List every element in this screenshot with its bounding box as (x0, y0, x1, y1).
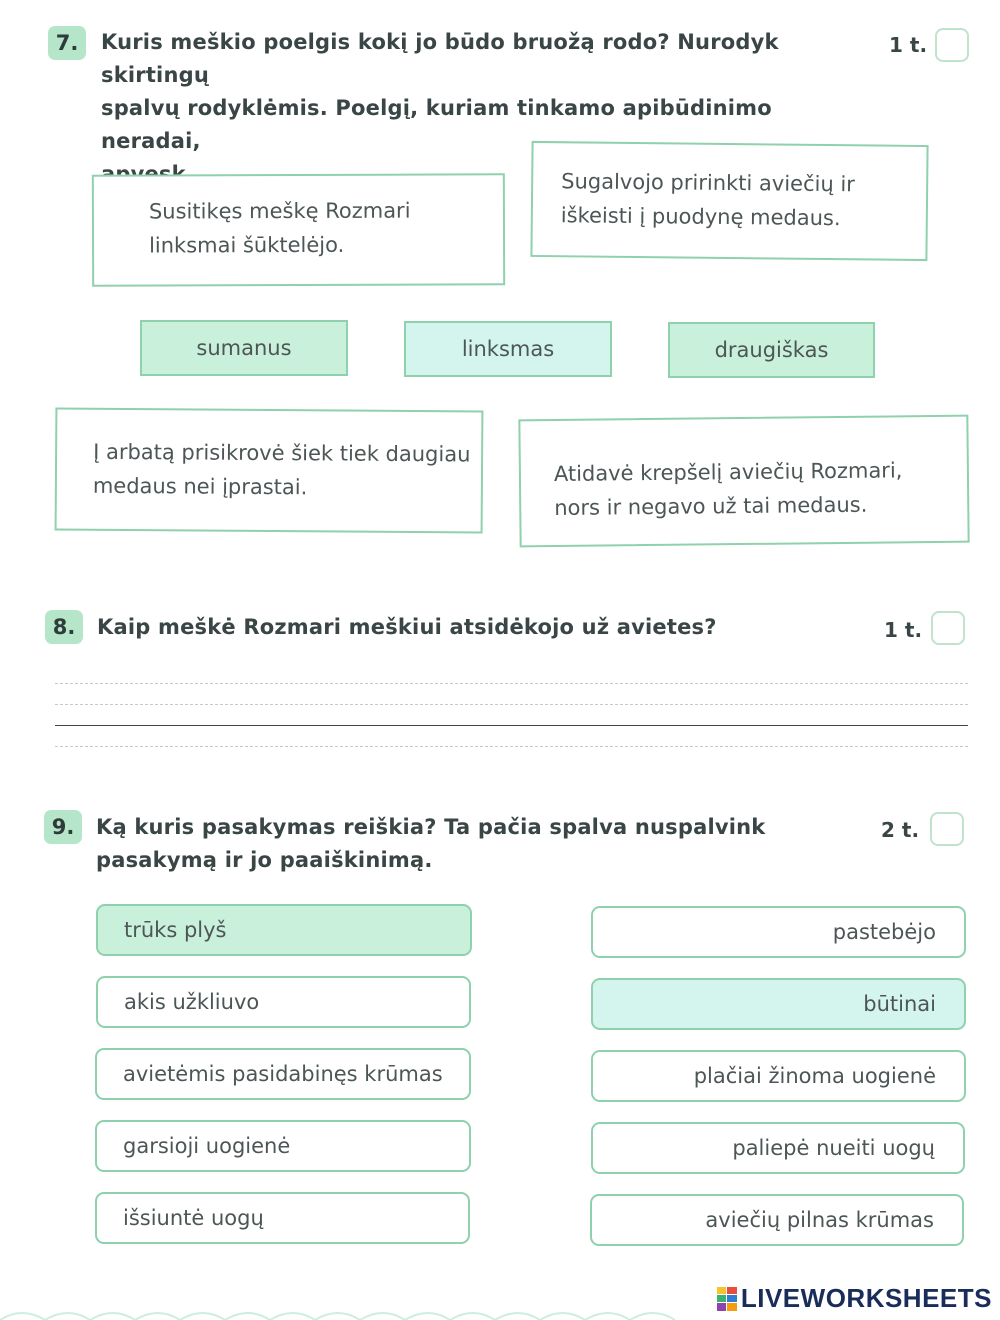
meaning-item[interactable]: aviečių pilnas krūmas (590, 1194, 964, 1246)
question-9-line-1: Ką kuris pasakymas reiškia? Ta pačia spalva nuspalvink (96, 815, 766, 839)
question-9-text (96, 811, 856, 877)
action-card-4[interactable] (518, 415, 969, 548)
brand-watermark (717, 1283, 992, 1314)
action-card-4-line-1: Atidavė krepšelį aviečių Rozmari, (553, 458, 903, 486)
meaning-item[interactable]: pastebėjo (591, 906, 966, 958)
question-7-line-2: spalvų rodyklėmis. Poelgį, kuriam tinkamo apibūdinimo neradai, (101, 96, 772, 153)
question-7-number: 7. (48, 26, 86, 60)
answer-line-1 (55, 683, 968, 684)
phrase-item[interactable]: akis užkliuvo (96, 976, 471, 1028)
trait-sumanus[interactable]: sumanus (140, 320, 348, 376)
question-7-points: 1 t. (889, 33, 928, 57)
action-card-4-line-2: nors ir negavo už tai medaus. (554, 492, 868, 520)
question-8-number: 8. (45, 610, 83, 644)
action-card-2-line-2: iškeisti į puodynę medaus. (560, 203, 841, 231)
trait-linksmas[interactable]: linksmas (404, 321, 612, 377)
phrase-item[interactable]: išsiuntė uogų (95, 1192, 470, 1244)
meaning-item[interactable]: būtinai (591, 978, 966, 1030)
phrase-item[interactable]: trūks plyš (96, 904, 472, 956)
action-card-2-line-1: Sugalvojo pririnkti aviečių ir (561, 169, 855, 197)
phrase-item[interactable]: garsioji uogienė (95, 1120, 471, 1172)
action-card-3-line-1: Į arbatą prisikrovė šiek tiek daugiau (93, 439, 471, 467)
action-card-2[interactable] (530, 141, 928, 261)
phrase-item[interactable]: avietėmis pasidabinęs krūmas (95, 1048, 471, 1100)
trait-draugiskas[interactable]: draugiškas (668, 322, 875, 378)
answer-line-2 (55, 704, 968, 705)
action-card-1[interactable] (92, 173, 505, 286)
question-7-line-1: Kuris meškio poelgis kokį jo būdo bruožą rodo? Nurodyk skirtingų (101, 30, 779, 87)
decorative-wave (0, 1306, 690, 1320)
brand-logo-icon (717, 1287, 737, 1311)
brand-text: LIVEWORKSHEETS (740, 1283, 992, 1313)
question-9-score-box[interactable] (930, 812, 964, 846)
meaning-item[interactable]: plačiai žinoma uogienė (591, 1050, 966, 1102)
question-9-line-2: pasakymą ir jo paaiškinimą. (96, 848, 433, 872)
question-9-points: 2 t. (881, 818, 920, 842)
question-8-text: Kaip meškė Rozmari meškiui atsidėkojo už avietes? (97, 615, 717, 639)
question-7-score-box[interactable] (935, 28, 969, 62)
meaning-item[interactable]: paliepė nueiti uogų (591, 1122, 965, 1174)
action-card-3-line-2: medaus nei įprastai. (92, 473, 308, 500)
answer-line-3[interactable] (55, 725, 968, 726)
question-9-number: 9. (44, 810, 82, 844)
answer-line-4 (55, 746, 968, 747)
question-8-score-box[interactable] (931, 611, 965, 645)
action-card-1-line-2: linksmai šūktelėjo. (149, 232, 345, 258)
action-card-3[interactable] (55, 408, 484, 534)
action-card-1-line-1: Susitikęs meškę Rozmari (148, 198, 411, 224)
question-8-points: 1 t. (884, 618, 923, 642)
